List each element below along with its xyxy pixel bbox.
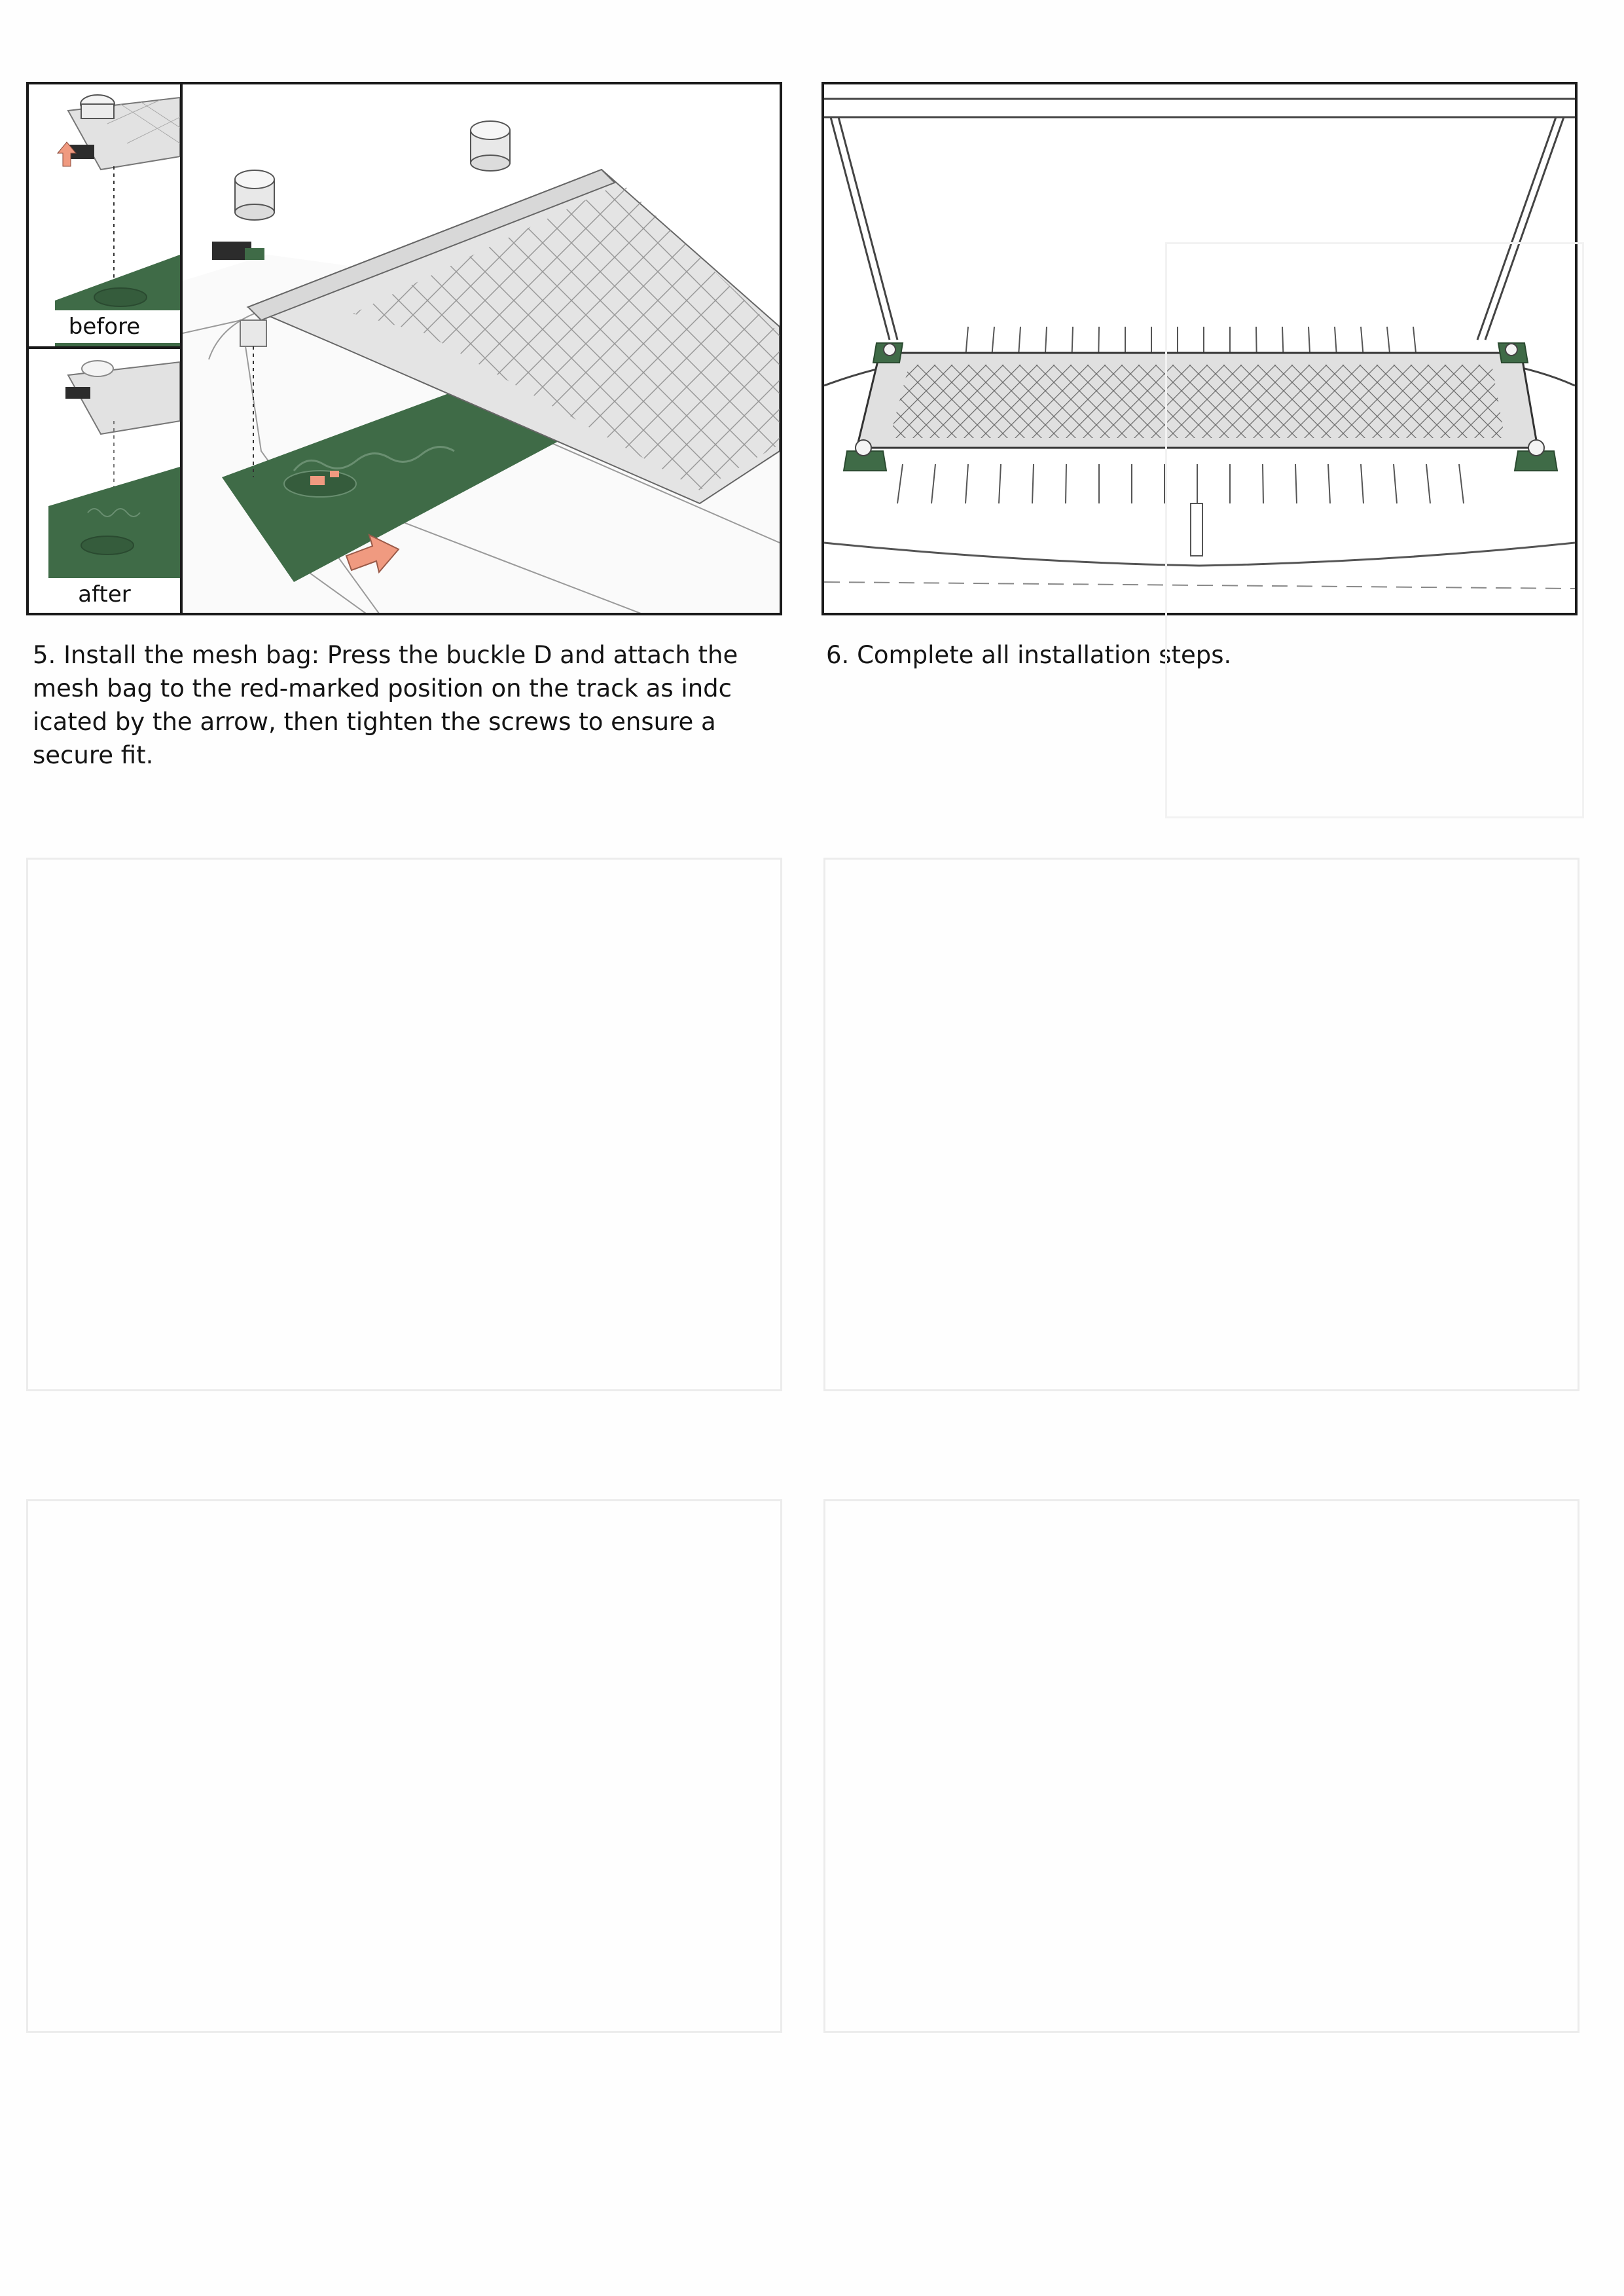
knob-top [471,121,510,171]
step5-main-drawing [183,84,780,613]
step6-caption: 6. Complete all installation steps. [826,641,1232,669]
knob-left [235,170,274,220]
inset-before-drawing [29,84,180,346]
ghost-frame-right-middle [823,858,1579,1391]
inset-after-label: after [29,578,180,611]
inset-after [29,349,183,613]
step5-figure [26,82,782,615]
step5-caption-line: mesh bag to the red-marked position on the track as indc [33,674,732,702]
ghost-frame-left-middle [26,858,782,1391]
ghost-frame-left-bottom [26,1499,782,2033]
ghost-frame-right-bottom [823,1499,1579,2033]
ghost-frame-right-top [1165,242,1584,818]
step5-caption-line: icated by the arrow, then tighten the screws to ensure a [33,708,716,736]
step5-caption-line: 5. Install the mesh bag: Press the buckle D and attach the [33,641,738,669]
inset-before [29,84,183,349]
step5-caption-line: secure fit. [33,741,154,769]
inset-before-label: before [29,310,180,343]
step5-caption [33,638,779,772]
inset-after-drawing [29,349,180,611]
